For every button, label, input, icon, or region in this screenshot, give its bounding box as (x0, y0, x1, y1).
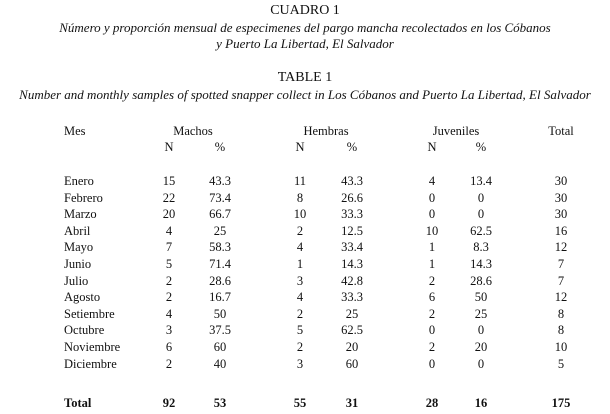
col-header-mes: Mes (64, 124, 86, 138)
col-header-machos: Machos (173, 124, 213, 138)
cell-machos-n: 4 (165, 224, 173, 238)
cell-juveniles-n: 0 (428, 191, 436, 205)
cell-hembras-n: 8 (296, 191, 304, 205)
cell-hembras-pct: 60 (345, 357, 359, 371)
cell-machos-n: 2 (165, 357, 173, 371)
cell-hembras-pct: 33.4 (341, 240, 363, 254)
cell-total: 8 (557, 307, 565, 321)
cell-mes: Junio (64, 257, 92, 271)
cell-hembras-pct: 42.8 (341, 274, 363, 288)
cell-juveniles-n: 1 (428, 257, 436, 271)
cell-mes: Diciembre (64, 357, 117, 371)
cell-machos-n: 92 (162, 396, 176, 410)
col-header-total: Total (548, 124, 574, 138)
subheader-juveniles-n: N (427, 140, 437, 154)
cell-juveniles-n: 2 (428, 340, 436, 354)
cell-juveniles-pct: 28.6 (470, 274, 492, 288)
cell-machos-n: 4 (165, 307, 173, 321)
cell-hembras-pct: 33.3 (341, 207, 363, 221)
table-title: Number and monthly samples of spotted snapper collect in Los Cóbanos and Puerto La Libertad, El Salvador (19, 87, 591, 102)
cell-hembras-pct: 62.5 (341, 323, 363, 337)
subheader-machos-n: N (164, 140, 174, 154)
cell-machos-n: 2 (165, 290, 173, 304)
cell-machos-pct: 71.4 (209, 257, 231, 271)
cell-total: 30 (554, 207, 568, 221)
cell-hembras-pct: 12.5 (341, 224, 363, 238)
subheader-juveniles-pct: % (475, 140, 487, 154)
cell-total: 30 (554, 174, 568, 188)
cell-mes: Total (64, 396, 92, 410)
cell-machos-n: 5 (165, 257, 173, 271)
col-header-hembras: Hembras (303, 124, 349, 138)
cell-hembras-n: 2 (296, 224, 304, 238)
cell-hembras-n: 5 (296, 323, 304, 337)
cell-hembras-n: 1 (296, 257, 304, 271)
cell-total: 16 (554, 224, 568, 238)
cell-total: 12 (554, 290, 568, 304)
cell-hembras-n: 11 (293, 174, 307, 188)
cell-juveniles-pct: 50 (474, 290, 488, 304)
cell-total: 12 (554, 240, 568, 254)
cell-hembras-n: 2 (296, 307, 304, 321)
cell-hembras-pct: 43.3 (341, 174, 363, 188)
cell-machos-pct: 73.4 (209, 191, 231, 205)
cell-juveniles-pct: 14.3 (470, 257, 492, 271)
col-header-juveniles: Juveniles (432, 124, 480, 138)
cell-juveniles-pct: 62.5 (470, 224, 492, 238)
cuadro-label: CUADRO 1 (270, 3, 340, 18)
cell-juveniles-n: 0 (428, 207, 436, 221)
cell-hembras-n: 10 (293, 207, 307, 221)
cell-juveniles-n: 2 (428, 274, 436, 288)
cell-juveniles-n: 4 (428, 174, 436, 188)
cell-machos-n: 7 (165, 240, 173, 254)
cell-juveniles-pct: 13.4 (470, 174, 492, 188)
cell-mes: Abril (64, 224, 91, 238)
cell-hembras-pct: 25 (345, 307, 359, 321)
table-label: TABLE 1 (277, 70, 333, 85)
cell-juveniles-pct: 8.3 (473, 240, 489, 254)
cell-juveniles-pct: 0 (477, 323, 485, 337)
cell-machos-pct: 53 (213, 396, 227, 410)
cell-juveniles-n: 0 (428, 323, 436, 337)
cell-juveniles-n: 2 (428, 307, 436, 321)
cell-total: 30 (554, 191, 568, 205)
cell-mes: Mayo (64, 240, 94, 254)
cell-machos-pct: 16.7 (209, 290, 231, 304)
cell-hembras-n: 3 (296, 357, 304, 371)
cell-hembras-pct: 26.6 (341, 191, 363, 205)
cell-juveniles-pct: 0 (477, 207, 485, 221)
cell-total: 7 (557, 274, 565, 288)
cell-juveniles-pct: 16 (474, 396, 488, 410)
cuadro-title-line2: y Puerto La Libertad, El Salvador (216, 36, 394, 51)
cell-mes: Julio (64, 274, 89, 288)
cell-total: 10 (554, 340, 568, 354)
cell-juveniles-n: 6 (428, 290, 436, 304)
cell-machos-pct: 40 (213, 357, 227, 371)
cell-machos-pct: 25 (213, 224, 227, 238)
cell-mes: Noviembre (64, 340, 121, 354)
cell-machos-n: 6 (165, 340, 173, 354)
cell-total: 7 (557, 257, 565, 271)
cell-hembras-pct: 20 (345, 340, 359, 354)
cell-machos-pct: 43.3 (209, 174, 231, 188)
cell-machos-pct: 66.7 (209, 207, 231, 221)
cell-mes: Setiembre (64, 307, 115, 321)
cell-hembras-n: 4 (296, 240, 304, 254)
cell-juveniles-n: 1 (428, 240, 436, 254)
cell-juveniles-n: 0 (428, 357, 436, 371)
cell-machos-n: 22 (162, 191, 176, 205)
cell-machos-n: 20 (162, 207, 176, 221)
cell-total: 8 (557, 323, 565, 337)
cell-hembras-n: 3 (296, 274, 304, 288)
cell-machos-pct: 50 (213, 307, 227, 321)
cell-juveniles-pct: 0 (477, 357, 485, 371)
cell-juveniles-n: 10 (425, 224, 439, 238)
cuadro-title-line1: Número y proporción mensual de especimenes del pargo mancha recolectados en los Cóbanos (59, 20, 551, 35)
cell-machos-pct: 37.5 (209, 323, 231, 337)
cell-total: 5 (557, 357, 565, 371)
cell-mes: Febrero (64, 191, 103, 205)
cell-hembras-n: 4 (296, 290, 304, 304)
cell-mes: Agosto (64, 290, 101, 304)
cell-juveniles-pct: 0 (477, 191, 485, 205)
cell-hembras-n: 2 (296, 340, 304, 354)
cell-machos-pct: 60 (213, 340, 227, 354)
cell-machos-n: 15 (162, 174, 176, 188)
cell-juveniles-pct: 25 (474, 307, 488, 321)
cell-hembras-n: 55 (293, 396, 307, 410)
cell-hembras-pct: 14.3 (341, 257, 363, 271)
subheader-hembras-pct: % (346, 140, 358, 154)
cell-machos-pct: 58.3 (209, 240, 231, 254)
cell-machos-pct: 28.6 (209, 274, 231, 288)
cell-total: 175 (551, 396, 571, 410)
cell-machos-n: 3 (165, 323, 173, 337)
cell-hembras-pct: 33.3 (341, 290, 363, 304)
cell-mes: Marzo (64, 207, 97, 221)
cell-juveniles-pct: 20 (474, 340, 488, 354)
cell-juveniles-n: 28 (425, 396, 439, 410)
subheader-machos-pct: % (214, 140, 226, 154)
subheader-hembras-n: N (295, 140, 305, 154)
cell-mes: Octubre (64, 323, 105, 337)
cell-hembras-pct: 31 (345, 396, 359, 410)
cell-machos-n: 2 (165, 274, 173, 288)
cell-mes: Enero (64, 174, 94, 188)
